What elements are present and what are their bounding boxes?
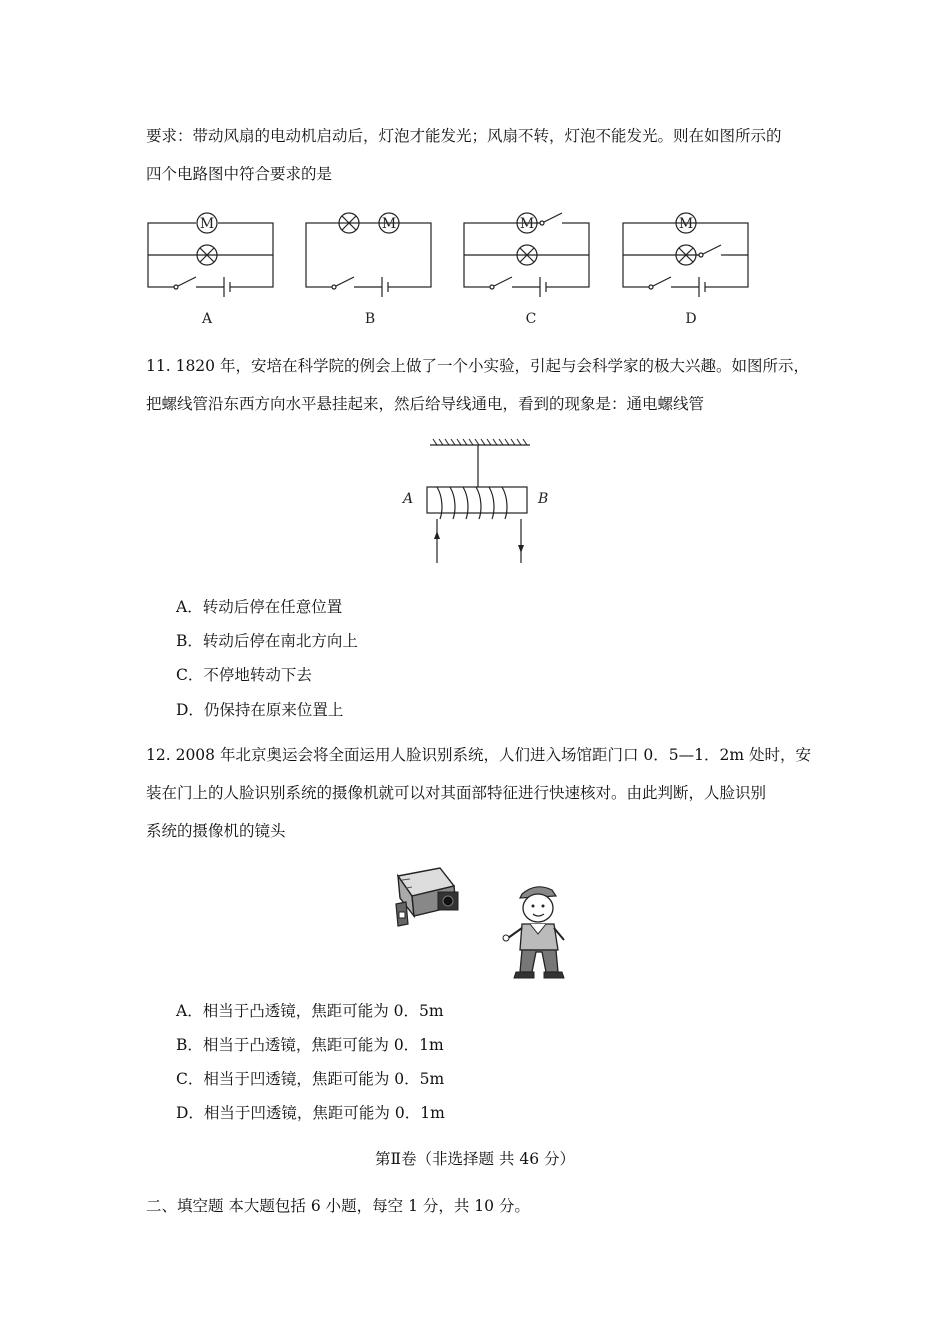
circuit-d-diagram xyxy=(615,205,755,335)
q12-option-b: B．相当于凸透镜，焦距可能为 0．1m xyxy=(176,1036,444,1054)
solenoid-diagram xyxy=(395,435,565,570)
q12-line-3: 系统的摄像机的镜头 xyxy=(146,822,286,840)
intro-line-2: 四个电路图中符合要求的是 xyxy=(146,165,333,183)
intro-line-1: 要求：带动风扇的电动机启动后，灯泡才能发光；风扇不转，灯泡不能发光。则在如图所示的 xyxy=(146,127,782,145)
motor-label: M xyxy=(678,216,694,232)
circuit-a-diagram xyxy=(140,205,280,335)
q12-line-1: 12. 2008 年北京奥运会将全面运用人脸识别系统，人们进入场馆距门口 0．5—1．2m 处时，安 xyxy=(146,746,811,764)
circuit-b-label: B xyxy=(364,311,376,327)
solenoid-end-a: A xyxy=(403,491,414,507)
camera-illustration xyxy=(388,864,468,930)
circuit-c-diagram xyxy=(456,205,596,335)
motor-label: M xyxy=(519,216,535,232)
q11-line-1: 11. 1820 年，安培在科学院的例会上做了一个小实验，引起与会科学家的极大兴趣。如图所示， xyxy=(146,357,809,375)
circuit-c-label: C xyxy=(525,311,537,327)
q12-line-2: 装在门上的人脸识别系统的摄像机就可以对其面部特征进行快速核对。由此判断，人脸识别 xyxy=(146,784,767,802)
q11-line-2: 把螺线管沿东西方向水平悬挂起来，然后给导线通电，看到的现象是：通电螺线管 xyxy=(146,395,705,413)
q12-option-c: C．相当于凹透镜，焦距可能为 0．5m xyxy=(176,1070,445,1088)
circuit-b-diagram xyxy=(298,205,438,335)
circuit-a-label: A xyxy=(201,311,213,327)
q11-option-c: C．不停地转动下去 xyxy=(176,666,312,684)
motor-label: M xyxy=(199,216,215,232)
person-illustration xyxy=(496,880,586,982)
motor-label: M xyxy=(381,216,397,232)
q12-option-d: D．相当于凹透镜，焦距可能为 0．1m xyxy=(176,1104,445,1122)
volume-title: 第Ⅱ卷（非选择题 共 46 分） xyxy=(374,1150,576,1168)
circuit-d-label: D xyxy=(685,311,697,327)
solenoid-end-b: B xyxy=(538,491,549,507)
q12-option-a: A．相当于凸透镜，焦距可能为 0．5m xyxy=(176,1002,444,1020)
q11-option-d: D．仍保持在原来位置上 xyxy=(176,701,344,719)
part-two-heading: 二、填空题 本大题包括 6 小题，每空 1 分，共 10 分。 xyxy=(146,1197,530,1215)
q11-option-a: A．转动后停在任意位置 xyxy=(176,598,343,616)
q11-option-b: B．转动后停在南北方向上 xyxy=(176,632,358,650)
